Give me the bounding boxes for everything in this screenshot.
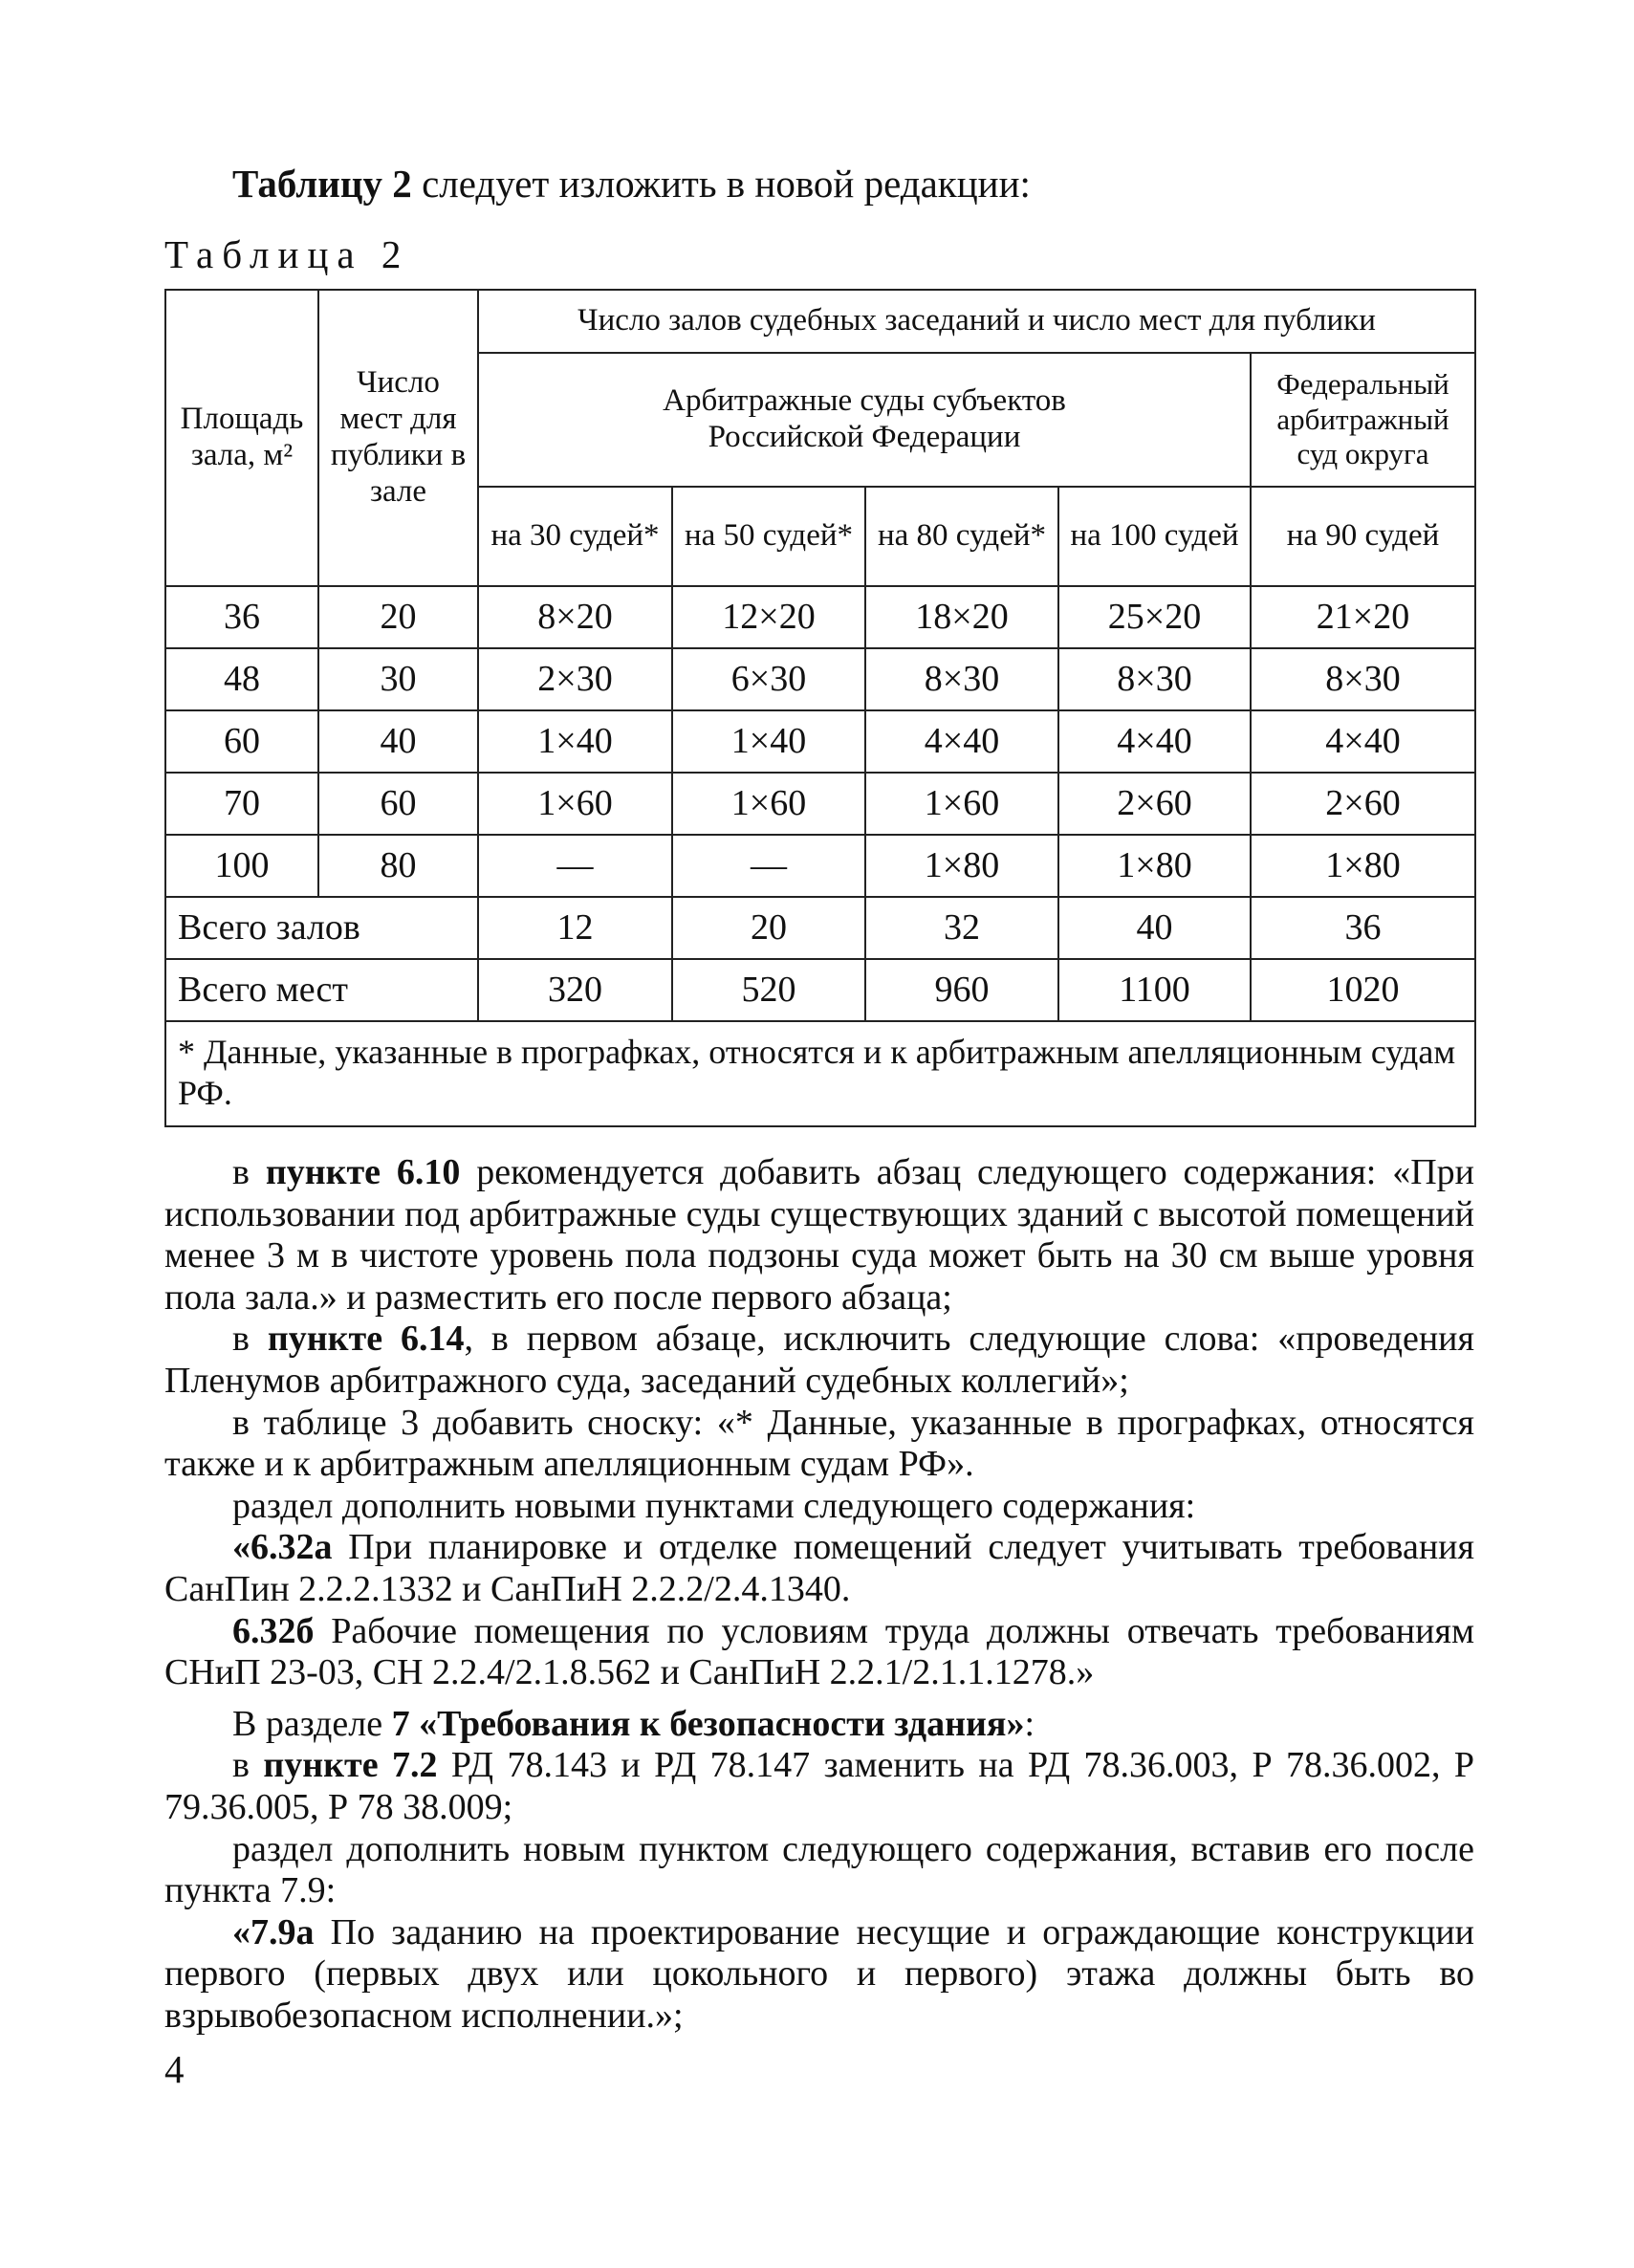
header-regional-courts: Арбитражные суды субъектов Российской Федерации bbox=[478, 353, 1251, 487]
total-halls-label: Всего залов bbox=[165, 897, 478, 959]
text-run: В разделе bbox=[232, 1703, 392, 1744]
cell-seats: 40 bbox=[318, 710, 478, 773]
cell-seats: 60 bbox=[318, 773, 478, 835]
cell-value: 12×20 bbox=[672, 586, 865, 648]
total-seats-value: 1100 bbox=[1058, 959, 1251, 1021]
text-run: рекомендуется добавить абзац следующего содержания: «При использовании под арбитражные суды существующих зданий с высотой помещений менее 3 м в чистоте уровень пола подзоны суда может быть на 30 см выше уровня пола зала.» и разместить его после первого абзаца; bbox=[164, 1152, 1474, 1318]
cell-value: 1×40 bbox=[478, 710, 672, 773]
text-run: в bbox=[232, 1745, 264, 1786]
table-row bbox=[165, 773, 1475, 835]
text-run: РД 78.143 и РД 78.147 заменить на РД 78.36.003, Р 78.36.002, Р 79.36.005, Р 78 38.009; bbox=[164, 1745, 1475, 1827]
paragraph bbox=[164, 1704, 1474, 1746]
total-seats-value: 320 bbox=[478, 959, 672, 1021]
paragraph bbox=[164, 1527, 1474, 1610]
intro-line bbox=[232, 161, 1031, 207]
page-number: 4 bbox=[164, 2047, 185, 2091]
paragraph: в таблице 3 добавить сноску: «* Данные, указанные в прографках, относятся также и к арбитражным апелляционным судам РФ». bbox=[164, 1402, 1474, 1485]
cell-value: 4×40 bbox=[1251, 710, 1475, 773]
cell-area: 70 bbox=[165, 773, 318, 835]
paragraph: раздел дополнить новым пунктом следующего содержания, вставив его после пункта 7.9: bbox=[164, 1828, 1474, 1911]
bold-run: 6.32б bbox=[232, 1610, 315, 1651]
cell-value: — bbox=[672, 835, 865, 897]
paragraph bbox=[164, 1319, 1474, 1402]
table-caption: Таблица 2 bbox=[164, 232, 410, 276]
bold-run: «6.32а bbox=[232, 1527, 333, 1568]
paragraph bbox=[164, 1152, 1474, 1319]
bold-run: «7.9а bbox=[232, 1911, 315, 1952]
cell-seats: 20 bbox=[318, 586, 478, 648]
cell-value: 4×40 bbox=[1058, 710, 1251, 773]
cell-value: 8×30 bbox=[1058, 648, 1251, 710]
total-halls-value: 32 bbox=[865, 897, 1058, 959]
cell-value: — bbox=[478, 835, 672, 897]
intro-rest: следует изложить в новой редакции: bbox=[411, 162, 1031, 206]
cell-value: 1×80 bbox=[1058, 835, 1251, 897]
total-halls-value: 36 bbox=[1251, 897, 1475, 959]
table-row bbox=[165, 710, 1475, 773]
header-area: Площадь зала, м² bbox=[165, 290, 318, 586]
text-run: По заданию на проектирование несущие и ограждающие конструкции первого (первых двух или цокольного и первого) этажа должны быть во взрывобезопасном исполнении.»; bbox=[164, 1911, 1474, 2036]
table-row bbox=[165, 648, 1475, 710]
header-judges-30: на 30 судей* bbox=[478, 487, 672, 586]
header-group: Число залов судебных заседаний и число мест для публики bbox=[478, 290, 1475, 353]
cell-value: 18×20 bbox=[865, 586, 1058, 648]
bold-run: 7 «Требования к безопасности здания» bbox=[391, 1703, 1025, 1744]
total-seats-value: 520 bbox=[672, 959, 865, 1021]
cell-value: 8×20 bbox=[478, 586, 672, 648]
text-run: в bbox=[232, 1319, 268, 1360]
paragraph bbox=[164, 1912, 1474, 2038]
header-judges-100: на 100 судей bbox=[1058, 487, 1251, 586]
cell-area: 100 bbox=[165, 835, 318, 897]
cell-area: 36 bbox=[165, 586, 318, 648]
total-seats-value: 960 bbox=[865, 959, 1058, 1021]
text-run: в bbox=[232, 1152, 266, 1192]
cell-value: 4×40 bbox=[865, 710, 1058, 773]
total-seats-value: 1020 bbox=[1251, 959, 1475, 1021]
paragraph bbox=[164, 1611, 1474, 1694]
cell-value: 8×30 bbox=[1251, 648, 1475, 710]
cell-value: 1×80 bbox=[1251, 835, 1475, 897]
body-text bbox=[164, 1152, 1474, 2037]
table-row bbox=[165, 835, 1475, 897]
total-seats-label: Всего мест bbox=[165, 959, 478, 1021]
cell-value: 2×60 bbox=[1058, 773, 1251, 835]
paragraph bbox=[164, 1745, 1474, 1828]
cell-area: 60 bbox=[165, 710, 318, 773]
bold-run: пункте 6.10 bbox=[265, 1152, 461, 1192]
bold-run: пункте 6.14 bbox=[267, 1319, 465, 1360]
text-run: Рабочие помещения по условиям труда должны отвечать требованиям СНиП 23-03, СН 2.2.4/2.1.8.562 и СанПиН 2.2.1/2.1.1.1278.» bbox=[164, 1610, 1474, 1693]
cell-value: 8×30 bbox=[865, 648, 1058, 710]
cell-value: 2×30 bbox=[478, 648, 672, 710]
total-halls-value: 12 bbox=[478, 897, 672, 959]
total-halls-value: 40 bbox=[1058, 897, 1251, 959]
cell-value: 6×30 bbox=[672, 648, 865, 710]
bold-run: пункте 7.2 bbox=[263, 1745, 438, 1786]
total-halls-value: 20 bbox=[672, 897, 865, 959]
table-row bbox=[165, 586, 1475, 648]
cell-value: 1×60 bbox=[672, 773, 865, 835]
cell-value: 1×60 bbox=[865, 773, 1058, 835]
cell-value: 2×60 bbox=[1251, 773, 1475, 835]
paragraph: раздел дополнить новыми пунктами следующего содержания: bbox=[232, 1485, 1196, 1526]
header-judges-90: на 90 судей bbox=[1251, 487, 1475, 586]
total-seats-row bbox=[165, 959, 1475, 1021]
cell-value: 1×60 bbox=[478, 773, 672, 835]
cell-area: 48 bbox=[165, 648, 318, 710]
intro-bold: Таблицу 2 bbox=[232, 162, 412, 206]
text-run: , в первом абзаце, исключить следующие слова: «проведения Пленумов арбитражного суда, заседаний судебных коллегий»; bbox=[164, 1319, 1474, 1401]
cell-seats: 30 bbox=[318, 648, 478, 710]
cell-value: 25×20 bbox=[1058, 586, 1251, 648]
header-seats: Число мест для публики в зале bbox=[318, 290, 478, 586]
cell-seats: 80 bbox=[318, 835, 478, 897]
text-run: При планировке и отделке помещений следует учитывать требования СанПин 2.2.2.1332 и СанПиН 2.2.2/2.4.1340. bbox=[164, 1527, 1474, 1609]
header-judges-50: на 50 судей* bbox=[672, 487, 865, 586]
header-federal-court: Федеральный арбитражный суд округа bbox=[1251, 353, 1475, 487]
courtrooms-table bbox=[164, 289, 1476, 1127]
header-judges-80: на 80 судей* bbox=[865, 487, 1058, 586]
cell-value: 1×80 bbox=[865, 835, 1058, 897]
table-footnote: * Данные, указанные в прографках, относятся и к арбитражным апелляционным судам РФ. bbox=[165, 1021, 1475, 1126]
cell-value: 1×40 bbox=[672, 710, 865, 773]
text-run: : bbox=[1024, 1703, 1035, 1744]
total-halls-row bbox=[165, 897, 1475, 959]
cell-value: 21×20 bbox=[1251, 586, 1475, 648]
